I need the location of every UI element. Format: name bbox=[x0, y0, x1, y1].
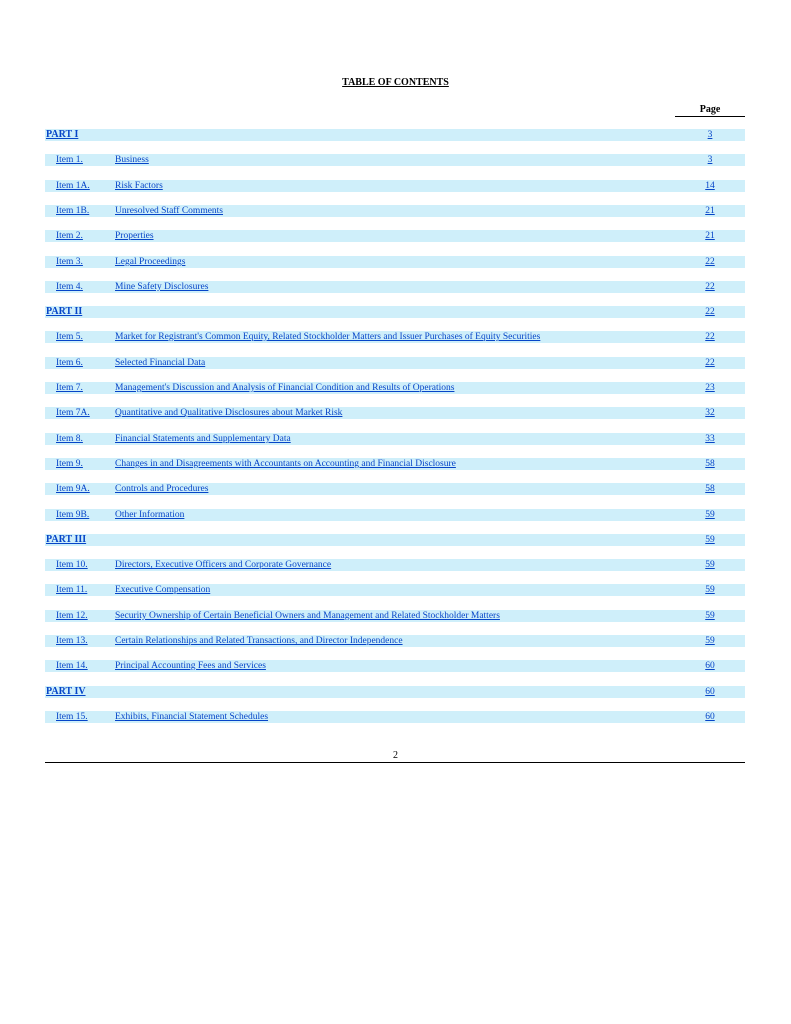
toc-page-link[interactable]: 60 bbox=[705, 712, 715, 722]
toc-item-row bbox=[45, 584, 745, 596]
toc-item-title-link[interactable]: Risk Factors bbox=[115, 181, 163, 191]
toc-item-row bbox=[45, 610, 745, 622]
toc-page-link[interactable]: 22 bbox=[705, 282, 715, 292]
toc-item-number-link[interactable]: Item 7A. bbox=[56, 408, 90, 418]
toc-item-title-link[interactable]: Changes in and Disagreements with Accountants on Accounting and Financial Disclosure bbox=[115, 459, 456, 469]
footer-divider bbox=[45, 762, 745, 763]
toc-item-row bbox=[45, 331, 745, 343]
toc-page-link[interactable]: 60 bbox=[705, 687, 715, 697]
toc-page-link[interactable]: 3 bbox=[707, 155, 713, 165]
toc-item-row bbox=[45, 483, 745, 495]
toc-page-link[interactable]: 22 bbox=[705, 332, 715, 342]
toc-item-number-link[interactable]: Item 9B. bbox=[56, 510, 90, 520]
toc-item-row bbox=[45, 230, 745, 242]
toc-page-link[interactable]: 22 bbox=[705, 257, 715, 267]
toc-page-link[interactable]: 3 bbox=[707, 130, 713, 140]
toc-item-row bbox=[45, 711, 745, 723]
toc-part-row bbox=[45, 129, 745, 141]
toc-item-number-link[interactable]: Item 2. bbox=[56, 231, 83, 241]
toc-item-number-link[interactable]: Item 12. bbox=[56, 611, 88, 621]
toc-item-title-link[interactable]: Unresolved Staff Comments bbox=[115, 206, 224, 216]
toc-page-link[interactable]: 59 bbox=[705, 636, 715, 646]
toc-part-row bbox=[45, 686, 745, 698]
toc-item-title-link[interactable]: Other Information bbox=[115, 510, 185, 520]
toc-item-title-link[interactable]: Market for Registrant's Common Equity, Related Stockholder Matters and Issuer Purchases of Equity Securities bbox=[115, 332, 541, 342]
toc-page-link[interactable]: 59 bbox=[705, 535, 715, 545]
toc-page-link[interactable]: 32 bbox=[705, 408, 715, 418]
toc-part-link[interactable]: PART IV bbox=[46, 686, 86, 697]
toc-item-row bbox=[45, 559, 745, 571]
toc-item-row bbox=[45, 660, 745, 672]
toc-item-row bbox=[45, 281, 745, 293]
toc-item-row bbox=[45, 382, 745, 394]
toc-item-number-link[interactable]: Item 10. bbox=[56, 560, 88, 570]
toc-item-row bbox=[45, 357, 745, 369]
toc-item-title-link[interactable]: Security Ownership of Certain Beneficial Owners and Management and Related Stockholder Matters bbox=[115, 611, 500, 621]
page-column-header: Page bbox=[675, 104, 745, 117]
toc-item-number-link[interactable]: Item 1B. bbox=[56, 206, 90, 216]
toc-page-link[interactable]: 59 bbox=[705, 611, 715, 621]
toc-item-row bbox=[45, 458, 745, 470]
toc-item-title-link[interactable]: Properties bbox=[115, 231, 154, 241]
toc-part-row bbox=[45, 306, 745, 318]
toc-item-number-link[interactable]: Item 6. bbox=[56, 358, 83, 368]
page-title: TABLE OF CONTENTS bbox=[342, 77, 449, 88]
toc-part-link[interactable]: PART III bbox=[46, 534, 87, 545]
toc-part-link[interactable]: PART I bbox=[46, 129, 79, 140]
toc-item-row bbox=[45, 635, 745, 647]
toc-item-row bbox=[45, 154, 745, 166]
toc-page-link[interactable]: 59 bbox=[705, 585, 715, 595]
toc-item-title-link[interactable]: Certain Relationships and Related Transactions, and Director Independence bbox=[115, 636, 403, 646]
toc-page-link[interactable]: 33 bbox=[705, 434, 715, 444]
toc-item-number-link[interactable]: Item 7. bbox=[56, 383, 83, 393]
toc-item-number-link[interactable]: Item 9. bbox=[56, 459, 83, 469]
toc-item-row bbox=[45, 180, 745, 192]
toc-page-link[interactable]: 23 bbox=[705, 383, 715, 393]
toc-page-link[interactable]: 22 bbox=[705, 307, 715, 317]
toc-item-number-link[interactable]: Item 3. bbox=[56, 257, 83, 267]
toc-page-link[interactable]: 58 bbox=[705, 484, 715, 494]
toc-item-number-link[interactable]: Item 15. bbox=[56, 712, 88, 722]
toc-item-number-link[interactable]: Item 14. bbox=[56, 661, 88, 671]
page-number: 2 bbox=[393, 750, 398, 761]
toc-page-link[interactable]: 60 bbox=[705, 661, 715, 671]
toc-item-row bbox=[45, 256, 745, 268]
toc-item-title-link[interactable]: Mine Safety Disclosures bbox=[115, 282, 209, 292]
toc-item-number-link[interactable]: Item 9A. bbox=[56, 484, 90, 494]
toc-item-title-link[interactable]: Executive Compensation bbox=[115, 585, 211, 595]
toc-page-link[interactable]: 59 bbox=[705, 560, 715, 570]
toc-item-number-link[interactable]: Item 1A. bbox=[56, 181, 90, 191]
toc-part-link[interactable]: PART II bbox=[46, 306, 83, 317]
toc-page-link[interactable]: 21 bbox=[705, 231, 715, 241]
toc-item-row bbox=[45, 433, 745, 445]
toc-page-link[interactable]: 58 bbox=[705, 459, 715, 469]
toc-page-link[interactable]: 14 bbox=[705, 181, 715, 191]
toc-item-number-link[interactable]: Item 13. bbox=[56, 636, 88, 646]
toc-item-row bbox=[45, 205, 745, 217]
toc-item-number-link[interactable]: Item 1. bbox=[56, 155, 83, 165]
toc-part-row bbox=[45, 534, 745, 546]
toc-item-row bbox=[45, 509, 745, 521]
toc-item-title-link[interactable]: Financial Statements and Supplementary Data bbox=[115, 434, 291, 444]
toc-item-title-link[interactable]: Selected Financial Data bbox=[115, 358, 206, 368]
toc-item-title-link[interactable]: Controls and Procedures bbox=[115, 484, 209, 494]
toc-item-row bbox=[45, 407, 745, 419]
toc-item-title-link[interactable]: Exhibits, Financial Statement Schedules bbox=[115, 712, 269, 722]
toc-item-number-link[interactable]: Item 4. bbox=[56, 282, 83, 292]
toc-item-number-link[interactable]: Item 8. bbox=[56, 434, 83, 444]
toc-item-title-link[interactable]: Directors, Executive Officers and Corporate Governance bbox=[115, 560, 332, 570]
toc-page-link[interactable]: 21 bbox=[705, 206, 715, 216]
toc-item-title-link[interactable]: Legal Proceedings bbox=[115, 257, 186, 267]
toc-page-link[interactable]: 59 bbox=[705, 510, 715, 520]
toc-item-title-link[interactable]: Business bbox=[115, 155, 149, 165]
toc-page-link[interactable]: 22 bbox=[705, 358, 715, 368]
toc-item-number-link[interactable]: Item 5. bbox=[56, 332, 83, 342]
toc-item-number-link[interactable]: Item 11. bbox=[56, 585, 88, 595]
toc-item-title-link[interactable]: Principal Accounting Fees and Services bbox=[115, 661, 266, 671]
toc-item-title-link[interactable]: Management's Discussion and Analysis of Financial Condition and Results of Operations bbox=[115, 383, 455, 393]
toc-item-title-link[interactable]: Quantitative and Qualitative Disclosures about Market Risk bbox=[115, 408, 343, 418]
